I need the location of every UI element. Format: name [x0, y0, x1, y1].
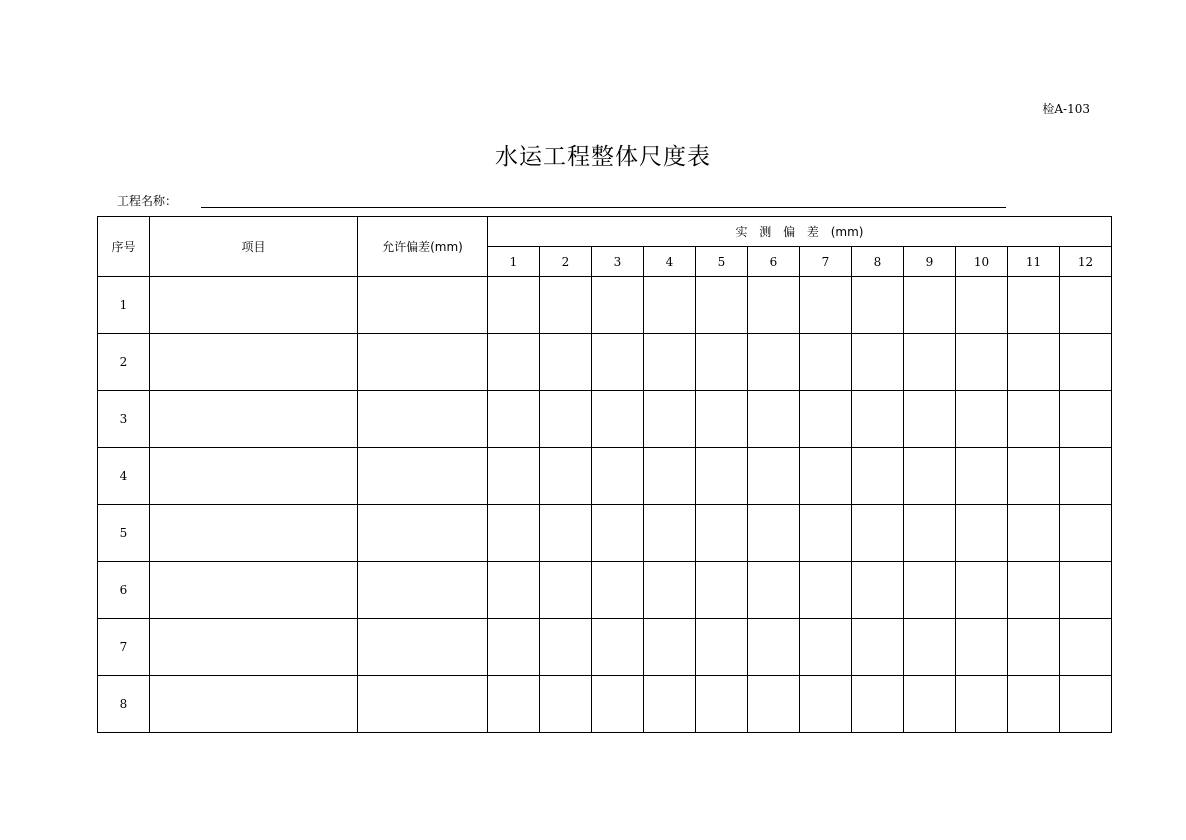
measured-deviation-cell[interactable]: [540, 391, 592, 448]
allowed-deviation-cell[interactable]: [358, 277, 488, 334]
measured-deviation-cell[interactable]: [852, 562, 904, 619]
measured-deviation-cell[interactable]: [852, 391, 904, 448]
measured-deviation-cell[interactable]: [1008, 391, 1060, 448]
item-cell[interactable]: [150, 562, 358, 619]
measured-deviation-cell[interactable]: [956, 676, 1008, 733]
row-number: 7: [98, 619, 150, 676]
measured-deviation-cell[interactable]: [488, 505, 540, 562]
measured-deviation-cell[interactable]: [696, 562, 748, 619]
measure-column-header: 1: [488, 247, 540, 277]
seq-header: 序号: [98, 217, 150, 277]
measured-deviation-cell[interactable]: [956, 505, 1008, 562]
measured-deviation-header: 实 测 偏 差 (mm): [488, 217, 1112, 247]
measured-deviation-cell[interactable]: [904, 277, 956, 334]
item-cell[interactable]: [150, 448, 358, 505]
measured-deviation-cell[interactable]: [852, 334, 904, 391]
measured-deviation-cell[interactable]: [592, 391, 644, 448]
measured-deviation-cell[interactable]: [800, 676, 852, 733]
measured-deviation-cell[interactable]: [592, 448, 644, 505]
measured-deviation-cell[interactable]: [696, 334, 748, 391]
table-row: [98, 676, 1112, 733]
measured-deviation-cell[interactable]: [488, 562, 540, 619]
row-number: 1: [98, 277, 150, 334]
measure-column-header: 7: [800, 247, 852, 277]
table-row: [98, 391, 1112, 448]
table-row: [98, 277, 1112, 334]
table-row: [98, 619, 1112, 676]
row-number: 8: [98, 676, 150, 733]
measured-deviation-cell[interactable]: [852, 619, 904, 676]
measured-deviation-cell[interactable]: [956, 334, 1008, 391]
measured-deviation-cell[interactable]: [644, 676, 696, 733]
table-row: [98, 505, 1112, 562]
allowed-deviation-cell[interactable]: [358, 334, 488, 391]
measure-column-header: 3: [592, 247, 644, 277]
measure-column-header: 11: [1008, 247, 1060, 277]
measured-deviation-cell[interactable]: [540, 562, 592, 619]
measured-deviation-cell[interactable]: [644, 505, 696, 562]
table-row: [98, 562, 1112, 619]
item-cell[interactable]: [150, 619, 358, 676]
measured-deviation-cell[interactable]: [540, 676, 592, 733]
measured-deviation-cell[interactable]: [956, 391, 1008, 448]
allowed-deviation-cell[interactable]: [358, 619, 488, 676]
project-name-field[interactable]: [201, 207, 1006, 208]
measure-column-header: 2: [540, 247, 592, 277]
measured-deviation-cell[interactable]: [644, 448, 696, 505]
measured-deviation-cell[interactable]: [748, 505, 800, 562]
measured-deviation-cell[interactable]: [748, 448, 800, 505]
measured-deviation-cell[interactable]: [592, 277, 644, 334]
measured-deviation-cell[interactable]: [488, 334, 540, 391]
measured-deviation-cell[interactable]: [592, 562, 644, 619]
form-code: 检A-103: [1042, 102, 1090, 116]
deviation-table: [97, 216, 1112, 733]
measured-deviation-cell[interactable]: [644, 619, 696, 676]
measured-deviation-cell[interactable]: [1060, 619, 1112, 676]
allowed-deviation-cell[interactable]: [358, 676, 488, 733]
row-number: 6: [98, 562, 150, 619]
measured-deviation-cell[interactable]: [1008, 562, 1060, 619]
measured-deviation-cell[interactable]: [852, 505, 904, 562]
measured-deviation-cell[interactable]: [800, 334, 852, 391]
measured-deviation-cell[interactable]: [748, 391, 800, 448]
allowed-deviation-header: 允许偏差(mm): [358, 217, 488, 277]
measured-deviation-cell[interactable]: [956, 619, 1008, 676]
measured-deviation-cell[interactable]: [800, 619, 852, 676]
measured-deviation-cell[interactable]: [696, 505, 748, 562]
measured-deviation-cell[interactable]: [1060, 505, 1112, 562]
measured-deviation-cell[interactable]: [904, 562, 956, 619]
measured-deviation-cell[interactable]: [488, 391, 540, 448]
measured-deviation-cell[interactable]: [1008, 505, 1060, 562]
measured-deviation-cell[interactable]: [540, 505, 592, 562]
measured-deviation-cell[interactable]: [1008, 334, 1060, 391]
measured-deviation-cell[interactable]: [800, 391, 852, 448]
measured-deviation-cell[interactable]: [644, 562, 696, 619]
allowed-deviation-cell[interactable]: [358, 562, 488, 619]
measured-deviation-cell[interactable]: [696, 619, 748, 676]
measured-deviation-cell[interactable]: [488, 619, 540, 676]
measured-deviation-cell[interactable]: [488, 676, 540, 733]
measure-column-header: 8: [852, 247, 904, 277]
row-number: 2: [98, 334, 150, 391]
item-cell[interactable]: [150, 676, 358, 733]
measured-deviation-cell[interactable]: [1060, 277, 1112, 334]
measure-column-header: 9: [904, 247, 956, 277]
measured-deviation-cell[interactable]: [540, 277, 592, 334]
measured-deviation-cell[interactable]: [1060, 562, 1112, 619]
measured-deviation-cell[interactable]: [488, 277, 540, 334]
measure-column-header: 5: [696, 247, 748, 277]
project-name-label: 工程名称：: [117, 194, 178, 208]
measured-deviation-cell[interactable]: [904, 448, 956, 505]
measured-deviation-cell[interactable]: [904, 334, 956, 391]
item-cell[interactable]: [150, 277, 358, 334]
measured-deviation-cell[interactable]: [904, 505, 956, 562]
measured-deviation-cell[interactable]: [904, 391, 956, 448]
measured-deviation-cell[interactable]: [488, 448, 540, 505]
row-number: 3: [98, 391, 150, 448]
measured-deviation-cell[interactable]: [852, 448, 904, 505]
measured-deviation-cell[interactable]: [644, 334, 696, 391]
measured-deviation-cell[interactable]: [800, 277, 852, 334]
measured-deviation-cell[interactable]: [748, 562, 800, 619]
item-cell[interactable]: [150, 505, 358, 562]
table-row: [98, 334, 1112, 391]
allowed-deviation-cell[interactable]: [358, 391, 488, 448]
measure-column-header: 4: [644, 247, 696, 277]
measured-deviation-cell[interactable]: [540, 334, 592, 391]
measured-deviation-cell[interactable]: [1060, 334, 1112, 391]
measured-deviation-cell[interactable]: [540, 448, 592, 505]
measured-deviation-cell[interactable]: [852, 277, 904, 334]
measured-deviation-cell[interactable]: [1008, 448, 1060, 505]
measured-deviation-cell[interactable]: [748, 334, 800, 391]
measured-deviation-cell[interactable]: [592, 334, 644, 391]
measured-deviation-cell[interactable]: [1060, 391, 1112, 448]
measured-deviation-cell[interactable]: [696, 391, 748, 448]
measure-column-header: 6: [748, 247, 800, 277]
item-cell[interactable]: [150, 391, 358, 448]
measured-deviation-cell[interactable]: [696, 676, 748, 733]
measured-deviation-cell[interactable]: [852, 676, 904, 733]
row-number: 5: [98, 505, 150, 562]
measured-deviation-cell[interactable]: [904, 676, 956, 733]
measure-column-header: 12: [1060, 247, 1112, 277]
measured-deviation-cell[interactable]: [592, 505, 644, 562]
measured-deviation-cell[interactable]: [644, 391, 696, 448]
measure-column-header: 10: [956, 247, 1008, 277]
measured-deviation-cell[interactable]: [592, 619, 644, 676]
item-header: 项目: [150, 217, 358, 277]
row-number: 4: [98, 448, 150, 505]
measured-deviation-cell[interactable]: [540, 619, 592, 676]
allowed-deviation-cell[interactable]: [358, 448, 488, 505]
measured-deviation-cell[interactable]: [1060, 448, 1112, 505]
measured-deviation-cell[interactable]: [800, 562, 852, 619]
measured-deviation-cell[interactable]: [904, 619, 956, 676]
measured-deviation-cell[interactable]: [748, 619, 800, 676]
measured-deviation-cell[interactable]: [696, 448, 748, 505]
measured-deviation-cell[interactable]: [800, 505, 852, 562]
measured-deviation-cell[interactable]: [1008, 619, 1060, 676]
allowed-deviation-cell[interactable]: [358, 505, 488, 562]
measured-deviation-cell[interactable]: [1008, 277, 1060, 334]
measured-deviation-cell[interactable]: [956, 562, 1008, 619]
page-title: 水运工程整体尺度表: [495, 144, 711, 170]
measured-deviation-cell[interactable]: [1060, 676, 1112, 733]
measured-deviation-cell[interactable]: [748, 277, 800, 334]
measured-deviation-cell[interactable]: [592, 676, 644, 733]
measured-deviation-cell[interactable]: [644, 277, 696, 334]
measured-deviation-cell[interactable]: [956, 277, 1008, 334]
table-row: [98, 448, 1112, 505]
measured-deviation-cell[interactable]: [696, 277, 748, 334]
item-cell[interactable]: [150, 334, 358, 391]
measured-deviation-cell[interactable]: [748, 676, 800, 733]
measured-deviation-cell[interactable]: [1008, 676, 1060, 733]
measured-deviation-cell[interactable]: [800, 448, 852, 505]
measured-deviation-cell[interactable]: [956, 448, 1008, 505]
